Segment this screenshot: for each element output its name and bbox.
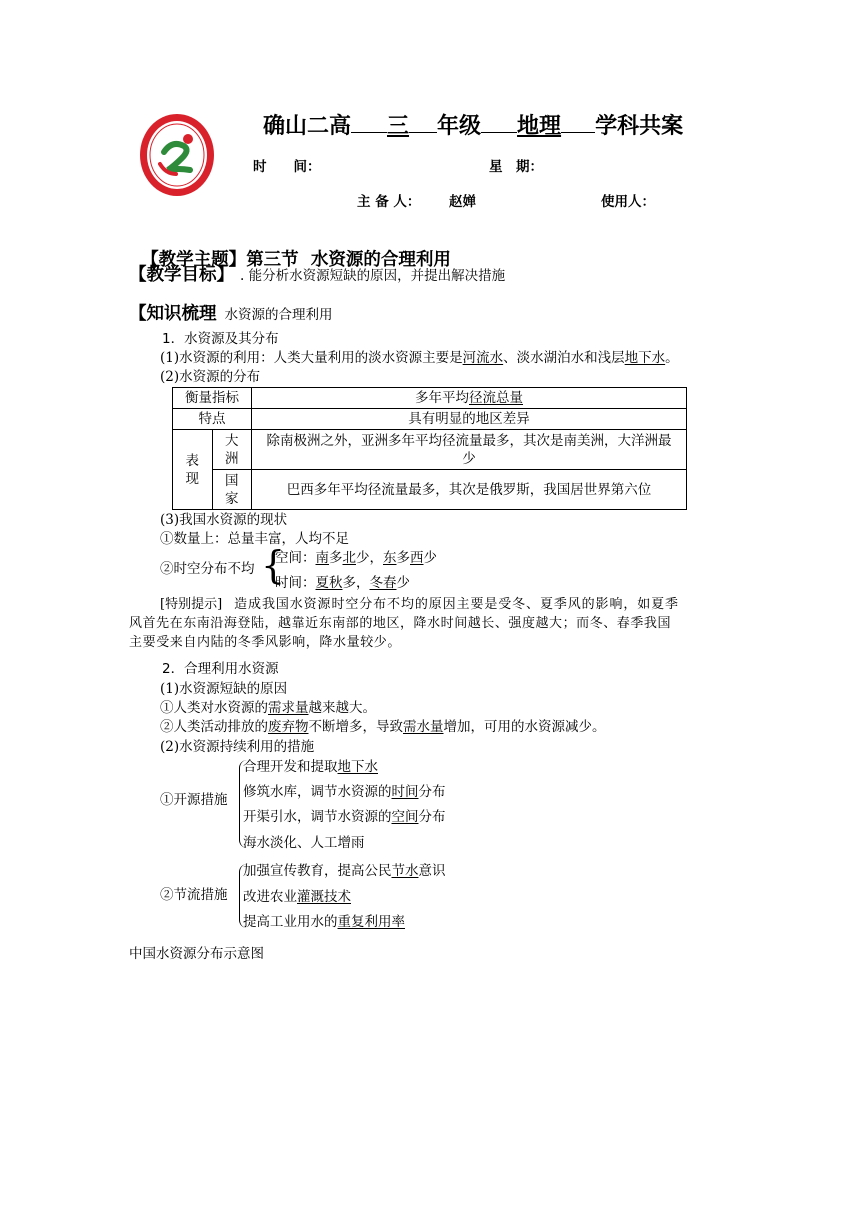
title-blank-2 <box>409 132 437 133</box>
c1-pre: ①人类对水资源的 <box>160 700 268 716</box>
cause-2 <box>160 718 606 736</box>
table-cell: 具有明显的地区差异 <box>252 409 687 430</box>
save-measure-1 <box>243 862 446 880</box>
tip-line1: 造成我国水资源时空分布不均的原因主要是受冬、夏季风的影响，如夏季 <box>234 597 679 612</box>
school-logo-icon <box>138 112 216 198</box>
space-u1: 南 <box>315 550 329 566</box>
o2-u: 时间 <box>391 784 419 800</box>
section1-heading: 1．水资源及其分布 <box>162 331 279 347</box>
cont-b: 洲 <box>225 450 239 467</box>
special-tip <box>129 595 729 652</box>
map-caption: 中国水资源分布示意图 <box>129 946 264 962</box>
space-u2: 北 <box>342 550 356 566</box>
open-source-label: ①开源措施 <box>160 792 228 808</box>
theme-text: 第三节 水资源的合理利用 <box>246 250 451 270</box>
table-row <box>173 409 687 430</box>
c1-u: 需求量 <box>268 700 309 716</box>
c1-end: 越来越大。 <box>308 700 376 716</box>
use-mid: 、淡水湖泊水和浅层 <box>503 350 625 366</box>
preparer-label: 主 备 人： <box>357 194 421 210</box>
c2-u2: 需水量 <box>403 719 444 735</box>
title-subject: 地理 <box>517 114 562 139</box>
group-b: 现 <box>185 470 199 487</box>
o1-pre: 合理开发和提取 <box>243 759 338 775</box>
space-time-label: ②时空分布不均 <box>160 561 255 577</box>
c2-mid: 不断增多，导致 <box>308 719 403 735</box>
time-line <box>275 574 410 592</box>
page-title <box>263 113 683 141</box>
r1c2-u: 径流总量 <box>469 390 523 406</box>
quantity-line: ①数量上：总量丰富，人均不足 <box>160 531 349 547</box>
tip-line3: 主要受来自内陆的冬季风影响，降水量较少。 <box>129 635 402 650</box>
review-label: 【知识梳理 <box>129 304 217 324</box>
open-measure-3 <box>243 808 446 826</box>
space-line <box>275 549 437 567</box>
tip-label: [特别提示] <box>160 597 223 612</box>
table-row <box>173 470 687 510</box>
n1-u: 节水 <box>391 863 419 879</box>
time-a: 多， <box>342 575 370 591</box>
save-measure-3 <box>243 913 405 931</box>
status-heading: (3)我国水资源的现状 <box>160 512 288 528</box>
n1-end: 意识 <box>418 863 446 879</box>
table-cell <box>212 430 252 470</box>
cause-1 <box>160 699 376 717</box>
title-grade-word: 年级 <box>437 114 482 139</box>
space-b: 少， <box>356 550 383 566</box>
sustainable-heading: (2)水资源持续利用的措施 <box>160 739 315 755</box>
open-measure-1 <box>243 758 378 776</box>
teaching-goal <box>129 261 505 286</box>
o3-pre: 开渠引水，调节水资源的 <box>243 809 392 825</box>
title-school: 确山二高 <box>263 114 352 139</box>
use-ground: 地下水 <box>624 350 666 366</box>
o1-u: 地下水 <box>337 759 378 775</box>
time-label: 时 间： <box>253 159 321 175</box>
use-river: 河流水 <box>462 350 504 366</box>
review-text: 水资源的合理利用 <box>224 307 333 323</box>
n2-pre: 改进农业 <box>243 889 297 905</box>
c2-pre: ②人类活动排放的 <box>160 719 268 735</box>
n1-pre: 加强宣传教育，提高公民 <box>243 863 392 879</box>
table-cell: 巴西多年平均径流量最多，其次是俄罗斯，我国居世界第六位 <box>252 470 687 510</box>
space-u4: 西 <box>410 550 424 566</box>
table-cell: 除南极洲之外，亚洲多年平均径流量最多，其次是南美洲，大洋洲最少 <box>252 430 687 470</box>
country-a: 国 <box>225 472 239 489</box>
distribution-table <box>172 387 687 510</box>
title-grade: 三 <box>387 114 410 139</box>
goal-text: . 能分析水资源短缺的原因，并提出解决措施 <box>240 268 506 284</box>
o3-u: 空间 <box>391 809 419 825</box>
shortage-heading: (1)水资源短缺的原因 <box>160 681 288 697</box>
tip-line2: 风首先在东南沿海登陆，越靠近东南部的地区，降水时间越长、强度越大；而冬、春季我国 <box>129 616 672 631</box>
preparer-name: 赵婵 <box>449 194 476 210</box>
theme-label: 【教学主题】 <box>141 250 247 270</box>
table-row <box>173 430 687 470</box>
weekday-label: 星 期： <box>489 159 543 175</box>
time-b: 少 <box>396 575 410 591</box>
title-blank-1 <box>351 132 387 133</box>
table-cell <box>212 470 252 510</box>
table-cell: 衡量指标 <box>173 388 252 409</box>
distribution-heading: (2)水资源的分布 <box>160 369 261 385</box>
table-cell <box>252 388 687 409</box>
use-end: 。 <box>665 350 679 366</box>
table-row <box>173 388 687 409</box>
space-u3: 东 <box>383 550 397 566</box>
use-prefix: (1)水资源的利用：人类大量利用的淡水资源主要是 <box>160 350 463 366</box>
user-label: 使用人： <box>601 194 655 210</box>
save-label: ②节流措施 <box>160 887 228 903</box>
knowledge-review <box>129 300 333 325</box>
c2-u: 废弃物 <box>268 719 309 735</box>
o3-end: 分布 <box>418 809 446 825</box>
n2-u: 灌溉技术 <box>297 889 351 905</box>
section2-heading: 2．合理利用水资源 <box>162 661 279 677</box>
c2-end: 增加，可用的水资源减少。 <box>443 719 606 735</box>
n3-u: 重复利用率 <box>337 914 405 930</box>
table-cell-group <box>173 430 213 510</box>
o2-end: 分布 <box>418 784 446 800</box>
cont-a: 大 <box>225 432 239 449</box>
open-measure-2 <box>243 783 446 801</box>
time-u1: 夏秋 <box>315 575 343 591</box>
table-cell: 特点 <box>173 409 252 430</box>
open-measure-4: 海水淡化、人工增雨 <box>243 835 365 851</box>
o2-pre: 修筑水库，调节水资源的 <box>243 784 392 800</box>
title-tail: 学科共案 <box>595 114 684 139</box>
title-blank-4 <box>561 132 595 133</box>
space-pre: 空间： <box>275 550 316 566</box>
time-pre: 时间： <box>275 575 316 591</box>
space-a: 多 <box>329 550 343 566</box>
space-d: 少 <box>423 550 437 566</box>
r1c2-pre: 多年平均 <box>415 390 469 406</box>
title-blank-3 <box>481 132 517 133</box>
country-b: 家 <box>225 490 239 507</box>
goal-label: 【教学目标】 <box>129 265 234 285</box>
save-measure-2 <box>243 888 351 906</box>
brace-icon: { <box>261 543 286 587</box>
time-u2: 冬春 <box>369 575 397 591</box>
water-use-line <box>160 349 679 367</box>
group-a: 表 <box>185 452 199 469</box>
space-c: 多 <box>396 550 410 566</box>
n3-pre: 提高工业用水的 <box>243 914 338 930</box>
